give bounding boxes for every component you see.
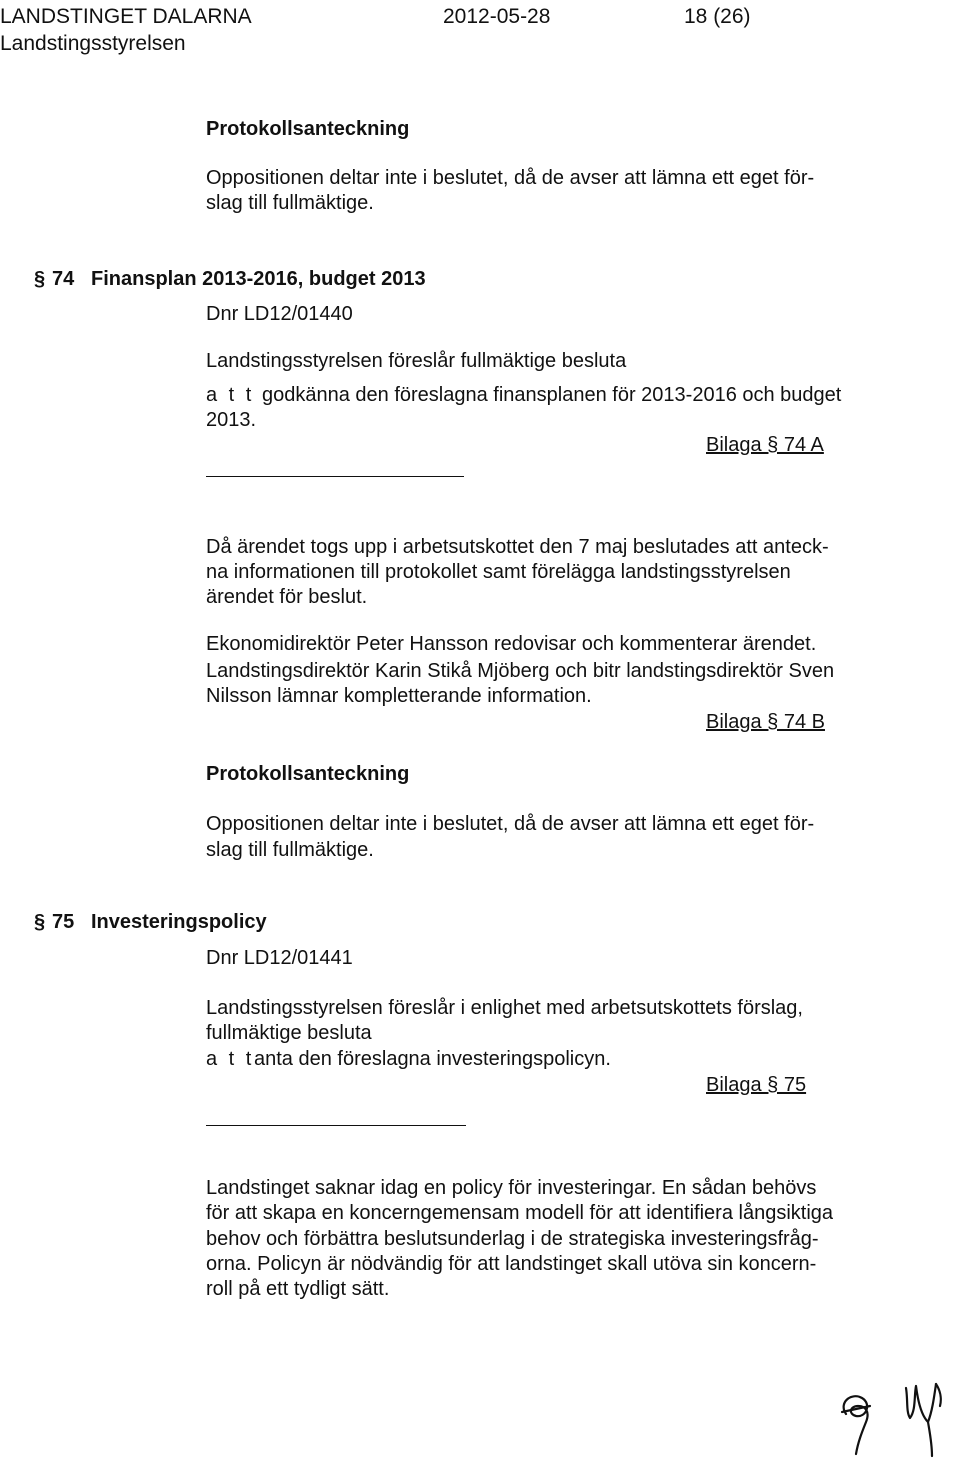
section-symbol: § <box>34 268 46 290</box>
dnr-reference: Dnr LD12/01440 <box>206 303 353 325</box>
attachment-reference: Bilaga § 75 <box>706 1074 807 1096</box>
att-text-continued: 2013. <box>206 409 257 431</box>
report-line: Ekonomidirektör Peter Hansson redovisar och kommenterar ärendet. <box>206 633 817 655</box>
protocol-note-line: slag till fullmäktige. <box>206 192 374 214</box>
att-text: godkänna den föreslagna finansplanen för 2013-2016 och budget <box>262 384 842 406</box>
protocol-note-line: Oppositionen deltar inte i beslutet, då de avser att lämna ett eget för- <box>206 167 815 189</box>
background-line: na informationen till protokollet samt förelägga landstingsstyrelsen <box>206 561 791 583</box>
header-page-number: 18 (26) <box>684 5 751 28</box>
handwritten-initials-icon <box>836 1372 954 1462</box>
section-number: 74 <box>52 268 75 290</box>
background-line: orna. Policyn är nödvändig för att landstinget skall utöva sin koncern- <box>206 1253 817 1275</box>
background-line: Landstinget saknar idag en policy för investeringar. En sådan behövs <box>206 1177 817 1199</box>
header-body: Landstingsstyrelsen <box>0 32 186 55</box>
att-prefix: a t t <box>206 384 255 406</box>
header-date: 2012-05-28 <box>443 5 551 28</box>
section-symbol: § <box>34 911 46 933</box>
proposal-line: fullmäktige besluta <box>206 1022 372 1044</box>
background-line: behov och förbättra beslutsunderlag i de strategiska investeringsfråg- <box>206 1228 819 1250</box>
header-organization: LANDSTINGET DALARNA <box>0 5 252 28</box>
section-title: Finansplan 2013-2016, budget 2013 <box>91 268 426 290</box>
proposal-line: Landstingsstyrelsen föreslår i enlighet med arbetsutskottets förslag, <box>206 997 803 1019</box>
attachment-reference: Bilaga § 74 A <box>706 434 824 456</box>
proposal-line: Landstingsstyrelsen föreslår fullmäktige besluta <box>206 350 627 372</box>
att-prefix: a t t <box>206 1048 255 1070</box>
background-line: Då ärendet togs upp i arbetsutskottet den 7 maj beslutades att anteck- <box>206 536 829 558</box>
protocol-note-heading: Protokollsanteckning <box>206 763 410 785</box>
background-line: för att skapa en koncerngemensam modell för att identifiera långsiktiga <box>206 1202 834 1224</box>
separator-rule <box>206 476 464 477</box>
separator-rule <box>206 1125 466 1126</box>
background-line: ärendet för beslut. <box>206 586 368 608</box>
protocol-note-line: slag till fullmäktige. <box>206 839 374 861</box>
protocol-note-heading: Protokollsanteckning <box>206 118 410 140</box>
protocol-note-line: Oppositionen deltar inte i beslutet, då de avser att lämna ett eget för- <box>206 813 815 835</box>
attachment-reference: Bilaga § 74 B <box>706 711 825 733</box>
report-line: Nilsson lämnar kompletterande information. <box>206 685 592 707</box>
dnr-reference: Dnr LD12/01441 <box>206 947 353 969</box>
att-text: anta den föreslagna investeringspolicyn. <box>254 1048 611 1070</box>
section-number: 75 <box>52 911 75 933</box>
report-line: Landstingsdirektör Karin Stikå Mjöberg och bitr landstingsdirektör Sven <box>206 660 835 682</box>
section-title: Investeringspolicy <box>91 911 267 933</box>
background-line: roll på ett tydligt sätt. <box>206 1278 390 1300</box>
